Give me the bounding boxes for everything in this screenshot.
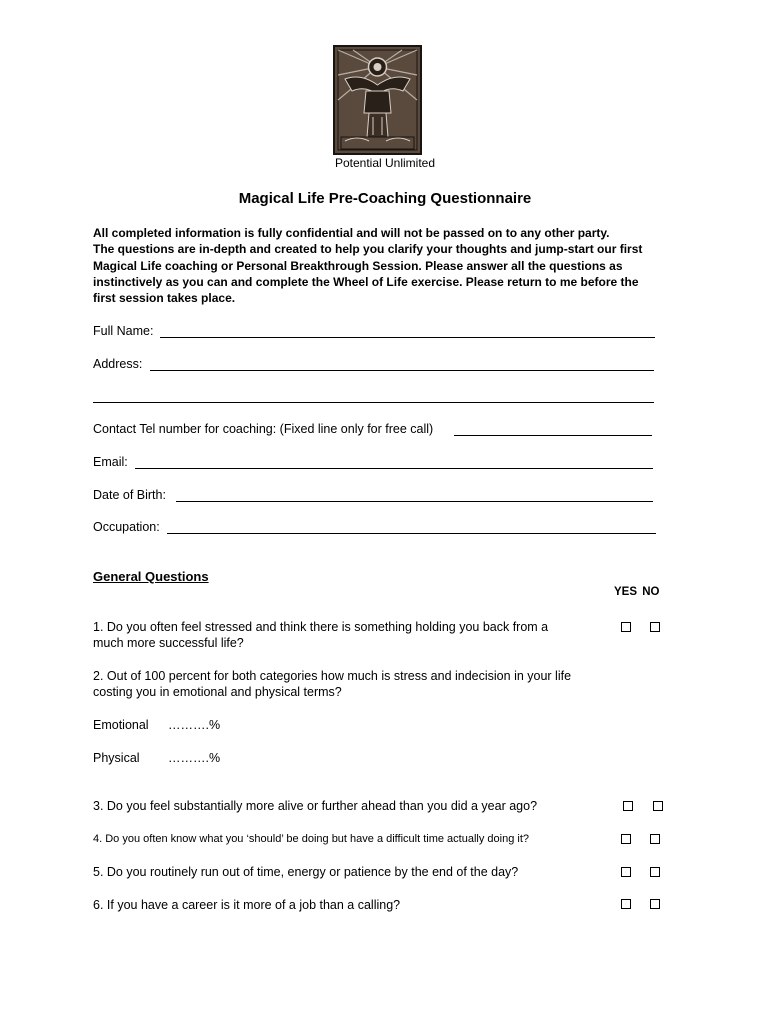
- q6-yes-checkbox[interactable]: [621, 899, 631, 909]
- occupation-label: Occupation:: [93, 520, 160, 534]
- logo-emblem: [333, 45, 422, 155]
- email-label: Email:: [93, 455, 128, 469]
- question-2-continued: costing you in emotional and physical terms?: [93, 685, 342, 699]
- occupation-field[interactable]: [167, 533, 656, 534]
- physical-label: Physical: [93, 751, 140, 765]
- intro-line: first session takes place.: [93, 291, 236, 306]
- dob-label: Date of Birth:: [93, 488, 166, 502]
- q1-yes-checkbox[interactable]: [621, 622, 631, 632]
- emotional-label: Emotional: [93, 718, 149, 732]
- intro-line: instinctively as you can and complete the Wheel of Life exercise. Please return to me before the: [93, 274, 639, 289]
- intro-line: All completed information is fully confidential and will not be passed on to any other party.: [93, 226, 610, 240]
- q3-no-checkbox[interactable]: [653, 801, 663, 811]
- q4-no-checkbox[interactable]: [650, 834, 660, 844]
- question-3: 3. Do you feel substantially more alive or further ahead than you did a year ago?: [93, 799, 538, 813]
- page-title: Magical Life Pre-Coaching Questionnaire: [238, 190, 532, 207]
- emblem-graphic: [333, 45, 422, 155]
- dob-field[interactable]: [176, 501, 653, 502]
- contact-label: Contact Tel number for coaching: (Fixed line only for free call): [93, 422, 434, 436]
- organization-caption: Potential Unlimited: [334, 156, 436, 170]
- q6-no-checkbox[interactable]: [650, 899, 660, 909]
- yes-no-header: YES NO: [614, 586, 660, 598]
- q5-no-checkbox[interactable]: [650, 867, 660, 877]
- emotional-percent-field[interactable]: ……….%: [168, 718, 221, 732]
- physical-percent-field[interactable]: ……….%: [168, 751, 221, 765]
- contact-field[interactable]: [454, 435, 652, 436]
- intro-paragraph: [93, 225, 683, 306]
- address-field[interactable]: [150, 370, 654, 371]
- question-2: 2. Out of 100 percent for both categories how much is stress and indecision in your life: [93, 669, 572, 683]
- address-label: Address:: [93, 357, 143, 371]
- question-5: 5. Do you routinely run out of time, energy or patience by the end of the day?: [93, 865, 519, 879]
- q3-yes-checkbox[interactable]: [623, 801, 633, 811]
- address-field-line-2[interactable]: [93, 402, 654, 403]
- section-heading: General Questions: [93, 569, 209, 584]
- intro-line: The questions are in-depth and created to help you clarify your thoughts and jump-start our first: [93, 242, 643, 257]
- question-4: 4. Do you often know what you ‘should’ be doing but have a difficult time actually doing it?: [93, 833, 529, 845]
- question-1-continued: much more successful life?: [93, 636, 244, 650]
- email-field[interactable]: [135, 468, 653, 469]
- q5-yes-checkbox[interactable]: [621, 867, 631, 877]
- intro-line: Magical Life coaching or Personal Breakthrough Session. Please answer all the questions as: [93, 258, 623, 273]
- full-name-label: Full Name:: [93, 324, 154, 338]
- question-6: 6. If you have a career is it more of a job than a calling?: [93, 898, 401, 912]
- full-name-field[interactable]: [160, 337, 655, 338]
- question-1: 1. Do you often feel stressed and think there is something holding you back from a: [93, 620, 549, 634]
- q1-no-checkbox[interactable]: [650, 622, 660, 632]
- q4-yes-checkbox[interactable]: [621, 834, 631, 844]
